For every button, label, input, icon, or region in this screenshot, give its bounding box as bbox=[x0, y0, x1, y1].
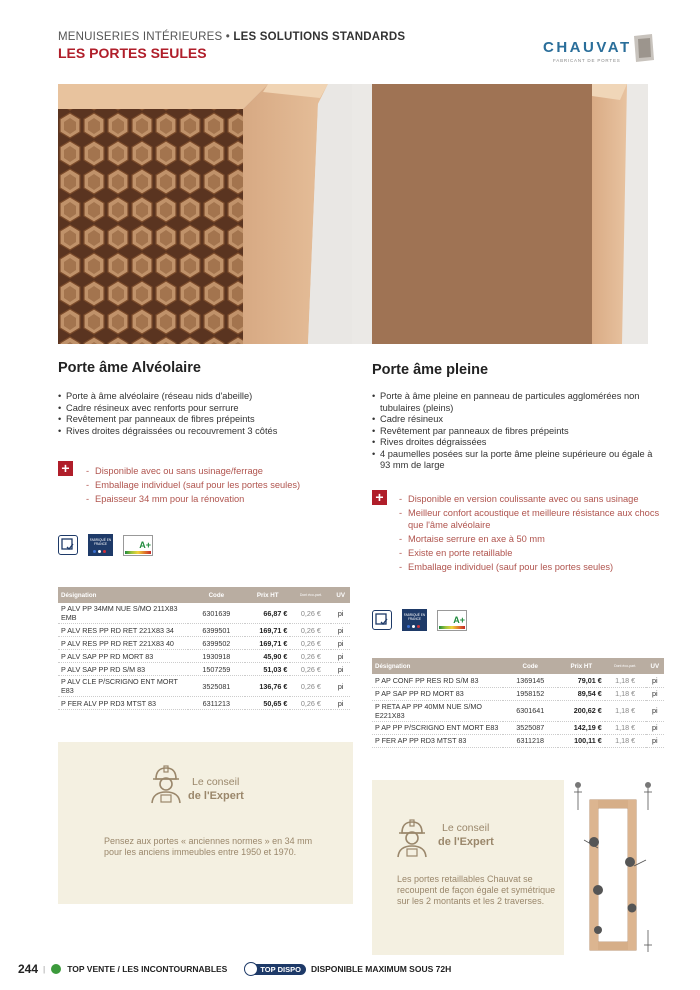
dispo-text: DISPONIBLE MAXIMUM SOUS 72H bbox=[310, 964, 452, 974]
cell-price: 169,71 € bbox=[245, 624, 290, 637]
features-alveolaire bbox=[58, 391, 348, 437]
table-header-row bbox=[58, 587, 350, 603]
price-table-pleine bbox=[372, 658, 664, 748]
col-uv: UV bbox=[646, 658, 664, 674]
packaging-icon bbox=[372, 610, 392, 630]
cell-price: 200,62 € bbox=[558, 700, 605, 721]
table-row bbox=[372, 700, 664, 721]
footer bbox=[18, 962, 451, 976]
chauvat-logo bbox=[540, 34, 660, 74]
cell-designation: P FER ALV PP RD3 MTST 83 bbox=[58, 697, 188, 710]
col-uv: UV bbox=[331, 587, 350, 603]
cell-uv: pi bbox=[646, 687, 664, 700]
top-dispo-label: TOP DISPO bbox=[260, 964, 301, 974]
cell-code: 3525081 bbox=[188, 676, 246, 697]
cell-eco: 1,18 € bbox=[605, 734, 646, 747]
honeycomb-door-illustration bbox=[58, 84, 354, 344]
list-item: - Mortaise serrure en axe à 50 mm bbox=[399, 534, 664, 546]
made-in-france-label: FABRIQUÉ EN FRANCE bbox=[89, 538, 112, 546]
air-quality-label: A+ bbox=[453, 614, 465, 625]
logo-wordmark: CHAUVAT bbox=[543, 39, 632, 56]
col-designation: Désignation bbox=[58, 587, 188, 603]
cell-price: 79,01 € bbox=[558, 674, 605, 687]
list-item: • Porte à âme alvéolaire (réseau nids d'abeille) bbox=[58, 391, 348, 403]
cell-eco: 0,26 € bbox=[290, 697, 331, 710]
expert-text: Les portes retaillables Chauvat se recoupent de façon égale et symétrique sur les 2 montants et les 2 traverses. bbox=[397, 874, 556, 906]
list-item: • 4 paumelles posées sur la porte âme pleine supérieure ou égale à 93 mm de large bbox=[372, 449, 664, 472]
honeycomb-door-photo bbox=[58, 84, 354, 344]
cell-eco: 1,18 € bbox=[605, 700, 646, 721]
solid-door-photo bbox=[352, 84, 648, 344]
cell-uv: pi bbox=[646, 674, 664, 687]
cell-designation: P ALV RES PP RD RET 221X83 40 bbox=[58, 637, 188, 650]
product-title-pleine: Porte âme pleine bbox=[372, 362, 489, 378]
cell-code: 6301641 bbox=[503, 700, 558, 721]
col-eco-part: Dont éco-part. bbox=[605, 658, 646, 674]
list-item: • Cadre résineux avec renforts pour serrure bbox=[58, 403, 348, 415]
advantages-pleine bbox=[399, 494, 664, 576]
cell-uv: pi bbox=[646, 700, 664, 721]
plus-icon: + bbox=[58, 461, 73, 476]
cell-designation: P RETA AP PP 40MM NUE S/MO E221X83 bbox=[372, 700, 503, 721]
list-item: - Meilleur confort acoustique et meilleure résistance aux chocs que l'âme alvéolaire bbox=[399, 508, 664, 531]
cell-uv: pi bbox=[646, 734, 664, 747]
cell-uv: pi bbox=[331, 676, 350, 697]
col-price: Prix HT bbox=[245, 587, 290, 603]
cell-price: 66,87 € bbox=[245, 603, 290, 624]
table-row bbox=[372, 674, 664, 687]
expert-text: Pensez aux portes « anciennes normes » en 34 mm pour les anciens immeubles entre 1950 et 1970. bbox=[104, 836, 313, 857]
table-row bbox=[58, 603, 350, 624]
cell-eco: 1,18 € bbox=[605, 687, 646, 700]
cell-code: 6301639 bbox=[188, 603, 246, 624]
cell-eco: 0,26 € bbox=[290, 637, 331, 650]
cell-designation: P ALV PP 34MM NUE S/MO 211X83 EMB bbox=[58, 603, 188, 624]
breadcrumb-separator: • bbox=[225, 31, 230, 43]
cell-uv: pi bbox=[646, 721, 664, 734]
expert-line2: de l'Expert bbox=[438, 836, 494, 848]
cell-designation: P ALV SAP PP RD MORT 83 bbox=[58, 650, 188, 663]
cell-eco: 0,26 € bbox=[290, 624, 331, 637]
table-row bbox=[372, 734, 664, 747]
table-row bbox=[58, 624, 350, 637]
cell-uv: pi bbox=[331, 603, 350, 624]
certification-icons bbox=[372, 609, 467, 631]
expert-worker-icon bbox=[148, 764, 184, 804]
cell-code: 6311213 bbox=[188, 697, 246, 710]
cell-price: 169,71 € bbox=[245, 637, 290, 650]
list-item: • Revêtement par panneaux de fibres prépeints bbox=[372, 426, 664, 438]
breadcrumb bbox=[58, 31, 405, 43]
cell-price: 100,11 € bbox=[558, 734, 605, 747]
expert-line1: Le conseil bbox=[192, 776, 240, 788]
door-trimming-diagram bbox=[568, 780, 664, 955]
breadcrumb-subcategory: LES SOLUTIONS STANDARDS bbox=[233, 31, 406, 43]
col-price: Prix HT bbox=[558, 658, 605, 674]
solid-door-illustration bbox=[352, 84, 648, 344]
plus-icon: + bbox=[372, 490, 387, 505]
cell-designation: P FER AP PP RD3 MTST 83 bbox=[372, 734, 503, 747]
cell-designation: P ALV SAP PP RD S/M 83 bbox=[58, 663, 188, 676]
top-vente-label: TOP VENTE / LES INCONTOURNABLES bbox=[67, 964, 228, 974]
col-code: Code bbox=[503, 658, 558, 674]
cell-price: 50,65 € bbox=[245, 697, 290, 710]
list-item: - Epaisseur 34 mm pour la rénovation bbox=[86, 494, 346, 506]
price-table-alveolaire bbox=[58, 587, 350, 710]
cell-code: 6399501 bbox=[188, 624, 246, 637]
breadcrumb-category: MENUISERIES INTÉRIEURES bbox=[58, 31, 223, 43]
cell-uv: pi bbox=[331, 663, 350, 676]
list-item: - Disponible avec ou sans usinage/ferrage bbox=[86, 466, 346, 478]
air-quality-label: A+ bbox=[139, 539, 151, 550]
cell-eco: 0,26 € bbox=[290, 676, 331, 697]
list-item: • Porte à âme pleine en panneau de particules agglomérées non tubulaires (pleins) bbox=[372, 391, 664, 414]
table-row bbox=[58, 676, 350, 697]
footer-separator: | bbox=[43, 964, 46, 974]
table-header-row bbox=[372, 658, 664, 674]
cell-price: 136,76 € bbox=[245, 676, 290, 697]
features-pleine bbox=[372, 391, 664, 472]
packaging-icon bbox=[58, 535, 78, 555]
made-in-france-icon bbox=[88, 534, 113, 556]
col-code: Code bbox=[188, 587, 246, 603]
page-number: 244 bbox=[18, 962, 39, 976]
list-item: • Revêtement par panneaux de fibres prépeints bbox=[58, 414, 348, 426]
expert-worker-icon bbox=[394, 818, 430, 858]
cell-code: 3525087 bbox=[503, 721, 558, 734]
advantages-alveolaire bbox=[86, 466, 346, 508]
cell-eco: 1,18 € bbox=[605, 674, 646, 687]
expert-tip-pleine bbox=[372, 780, 564, 955]
cell-price: 89,54 € bbox=[558, 687, 605, 700]
table-row bbox=[58, 637, 350, 650]
cell-uv: pi bbox=[331, 650, 350, 663]
table-row bbox=[372, 687, 664, 700]
cell-designation: P AP PP P/SCRIGNO ENT MORT E83 bbox=[372, 721, 503, 734]
table-row bbox=[372, 721, 664, 734]
cell-eco: 1,18 € bbox=[605, 721, 646, 734]
logo-tagline: FABRICANT DE PORTES bbox=[553, 58, 621, 63]
list-item: • Cadre résineux bbox=[372, 414, 664, 426]
table-row bbox=[58, 697, 350, 710]
cell-eco: 0,26 € bbox=[290, 603, 331, 624]
logo-mark-icon bbox=[632, 34, 656, 62]
top-dispo-badge bbox=[247, 964, 306, 975]
cell-code: 1507259 bbox=[188, 663, 246, 676]
cell-price: 45,90 € bbox=[245, 650, 290, 663]
expert-tip-alveolaire bbox=[58, 742, 353, 904]
cell-uv: pi bbox=[331, 624, 350, 637]
made-in-france-label: FABRIQUÉ EN FRANCE bbox=[403, 613, 426, 621]
expert-line2: de l'Expert bbox=[188, 790, 244, 802]
made-in-france-icon bbox=[402, 609, 427, 631]
cell-code: 1958152 bbox=[503, 687, 558, 700]
cell-code: 1930918 bbox=[188, 650, 246, 663]
cell-designation: P ALV RES PP RD RET 221X83 34 bbox=[58, 624, 188, 637]
clock-icon bbox=[244, 962, 258, 976]
cell-uv: pi bbox=[331, 697, 350, 710]
air-quality-icon bbox=[437, 610, 467, 631]
list-item: - Existe en porte retaillable bbox=[399, 548, 664, 560]
page-title: LES PORTES SEULES bbox=[58, 45, 207, 61]
cell-code: 1369145 bbox=[503, 674, 558, 687]
cell-eco: 0,26 € bbox=[290, 650, 331, 663]
cell-designation: P AP SAP PP RD MORT 83 bbox=[372, 687, 503, 700]
col-designation: Désignation bbox=[372, 658, 503, 674]
cell-price: 51,03 € bbox=[245, 663, 290, 676]
air-quality-icon bbox=[123, 535, 153, 556]
top-vente-dot-icon bbox=[51, 964, 61, 974]
cell-code: 6311218 bbox=[503, 734, 558, 747]
cell-uv: pi bbox=[331, 637, 350, 650]
certification-icons bbox=[58, 534, 153, 556]
list-item: • Rives droites dégraissées ou recouvrement 3 côtés bbox=[58, 426, 348, 438]
list-item: - Emballage individuel (sauf pour les portes seules) bbox=[399, 562, 664, 574]
table-row bbox=[58, 650, 350, 663]
list-item: - Emballage individuel (sauf pour les portes seules) bbox=[86, 480, 346, 492]
cell-designation: P AP CONF PP RES RD S/M 83 bbox=[372, 674, 503, 687]
col-eco-part: Dont éco-part. bbox=[290, 587, 331, 603]
list-item: • Rives droites dégraissées bbox=[372, 437, 664, 449]
product-title-alveolaire: Porte âme Alvéolaire bbox=[58, 360, 201, 376]
cell-price: 142,19 € bbox=[558, 721, 605, 734]
table-row bbox=[58, 663, 350, 676]
cell-designation: P ALV CLE P/SCRIGNO ENT MORT E83 bbox=[58, 676, 188, 697]
cell-eco: 0,26 € bbox=[290, 663, 331, 676]
cell-code: 6399502 bbox=[188, 637, 246, 650]
expert-line1: Le conseil bbox=[442, 822, 490, 834]
list-item: - Disponible en version coulissante avec ou sans usinage bbox=[399, 494, 664, 506]
